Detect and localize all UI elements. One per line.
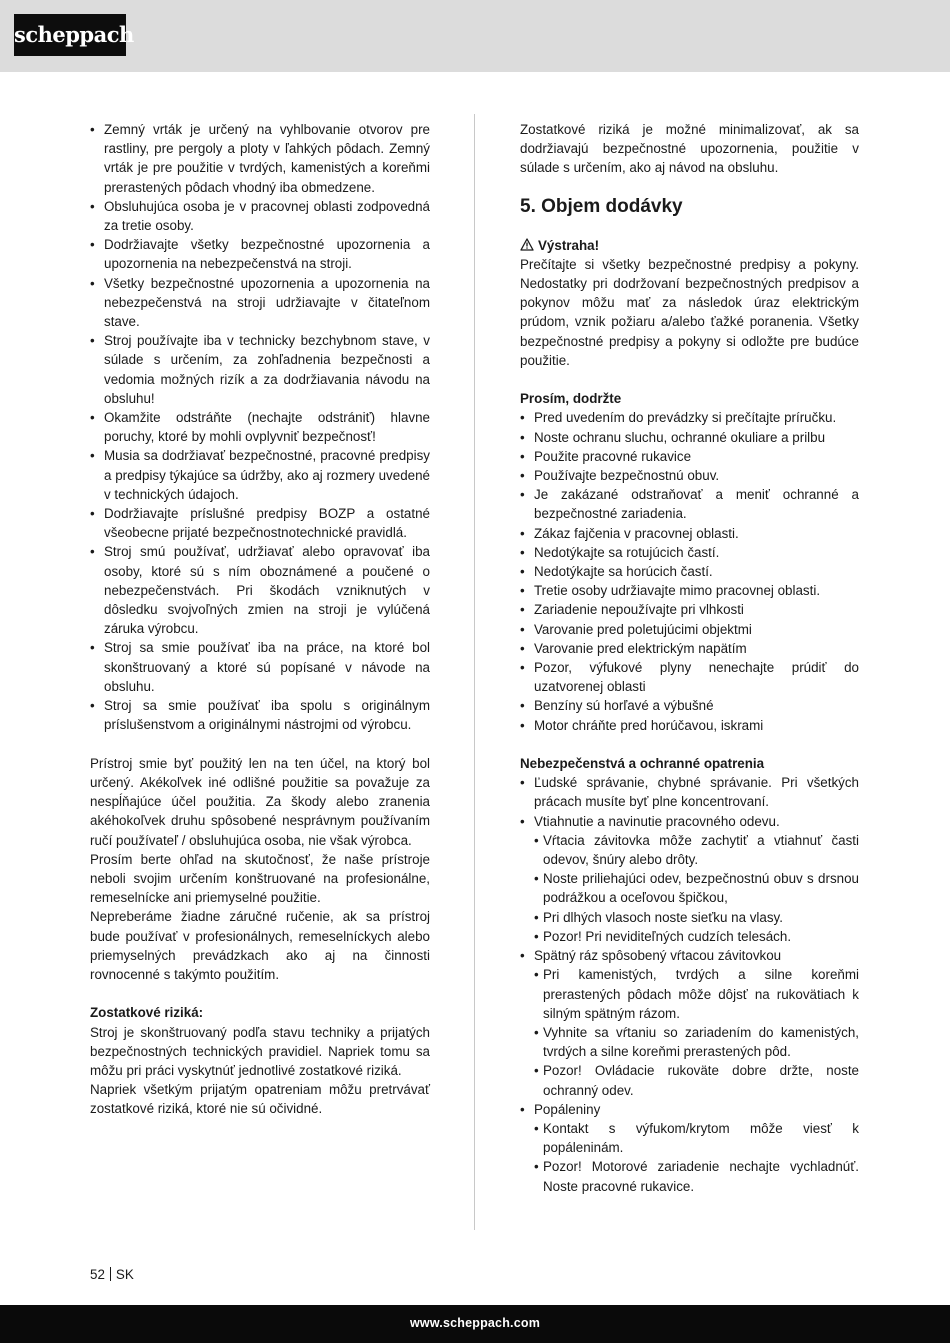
warning-heading <box>520 236 859 255</box>
list-item: • Stroj smú používať, udržiavať alebo opravovať iba osoby, ktoré sú s ním oboznámené a poučené o nebezpečenstvách. Pri škodách vzniknutých v dôsledku svojvoľných zmien na stroji je vylúčená záruka výrobcu. <box>90 542 430 638</box>
list-item: • Použite pracovné rukavice <box>520 447 859 466</box>
hazard-subitem: • Vŕtacia závitovka môže zachytiť a vtiahnuť časti odevov, šnúry alebo drôty. <box>520 831 859 869</box>
list-item: • Varovanie pred poletujúcimi objektmi <box>520 620 859 639</box>
page-separator <box>110 1267 111 1281</box>
hazard-subitem: • Pri kamenistých, tvrdých a silne koreňmi prerastených pôdach môže dôjsť na rukovätiach k silným spätným rázom. <box>520 965 859 1023</box>
hazard-subitem: • Pri dlhých vlasoch noste sieťku na vlasy. <box>520 908 859 927</box>
intended-use-paragraph: Prístroj smie byť použitý len na ten účel, na ktorý bol určený. Akékoľvek iné odlišné použitie sa považuje za nespĺňajúce účel použitia. Za škody alebo zranenia akéhokoľvek druhu spôsobené nesprávnym používaním ručí používateľ / obsluhujúca osoba, nie však výrobca. <box>90 755 430 848</box>
list-item: • Dodržiavajte príslušné predpisy BOZP a ostatné všeobecne prijaté bezpečnostnotechnické pravidlá. <box>90 504 430 542</box>
hazard-text: Spätný ráz spôsobený vŕtacou závitovkou <box>534 948 782 964</box>
hazards-heading: Nebezpečenstvá a ochranné opatrenia <box>520 756 765 772</box>
warning-label: Výstraha! <box>538 237 600 253</box>
hazard-text: Ľudské správanie, chybné správanie. Pri všetkých prácach musíte byť plne koncentrovaní. <box>534 775 859 810</box>
hazard-sublist <box>520 1119 859 1196</box>
residual-risks-intro: Zostatkové riziká je možné minimalizovať, ak sa dodržiavajú bezpečnostné upozornenia, použitie v súlade s určením, ako aj návod na obsluhu. <box>520 122 859 176</box>
residual-risks-heading: Zostatkové riziká: <box>90 1005 204 1021</box>
hazard-text: Vtiahnutie a navinutie pracovného odevu. <box>534 813 780 829</box>
list-item: • Stroj sa smie používať iba spolu s originálnym príslušenstvom a originálnymi nástrojmi od výrobcu. <box>90 696 430 734</box>
hazard-text: Popáleniny <box>534 1101 601 1117</box>
hazard-subitem: • Pozor! Pri neviditeľných cudzích telesách. <box>520 927 859 946</box>
residual-risks-paragraph-2: Napriek všetkým prijatým opatreniam môžu pretrvávať zostatkové riziká, ktoré nie sú očividné. <box>90 1082 430 1117</box>
list-item: • Obsluhujúca osoba je v pracovnej oblasti zodpovedná za tretie osoby. <box>90 197 430 235</box>
hazard-subitem: • Pozor! Ovládacie rukoväte dobre držte, noste ochranný odev. <box>520 1061 859 1099</box>
list-item: • Všetky bezpečnostné upozornenia a upozornenia na nebezpečenstvá na stroji udržiavajte v čitateľnom stave. <box>90 274 430 332</box>
list-item: • Dodržiavajte všetky bezpečnostné upozornenia a upozornenia na nebezpečenstvá na stroji. <box>90 235 430 273</box>
hazard-subitem: • Noste priliehajúci odev, bezpečnostnú obuv s drsnou podrážkou a oceľovou špičkou, <box>520 869 859 907</box>
list-item: • Okamžite odstráňte (nechajte odstrániť) hlavne poruchy, ktoré by mohli ovplyvniť bezpečnosť! <box>90 408 430 446</box>
list-item: • Benzíny sú horľavé a výbušné <box>520 696 859 715</box>
list-item: • Nedotýkajte sa horúcich častí. <box>520 562 859 581</box>
safety-bullet-list <box>90 120 430 735</box>
list-item: • Varovanie pred elektrickým napätím <box>520 639 859 658</box>
observe-list <box>520 408 859 734</box>
page-number-label <box>90 1265 134 1284</box>
list-item: • Pred uvedením do prevádzky si prečítajte príručku. <box>520 408 859 427</box>
column-divider <box>474 114 475 1230</box>
hazard-subitem: • Pozor! Motorové zariadenie nechajte vychladnúť. Noste pracovné rukavice. <box>520 1157 859 1195</box>
list-item: • Nedotýkajte sa rotujúcich častí. <box>520 543 859 562</box>
website-link[interactable]: www.scheppach.com <box>409 1316 541 1330</box>
language-code: SK <box>115 1267 134 1282</box>
hazard-item <box>520 773 859 811</box>
page-number: 52 <box>90 1267 105 1282</box>
warning-text: Prečítajte si všetky bezpečnostné predpisy a pokyny. Nedostatky pri dodržovaní bezpečnostných predpisov a pokynov môžu mať za následok úraz elektrickým prúdom, vznik požiaru a/alebo ťažké poranenia. Všetky bezpečnostné predpisy a pokyny si odložte pre budúce použitie. <box>520 256 859 368</box>
hazard-item <box>520 812 859 831</box>
list-item: • Tretie osoby udržiavajte mimo pracovnej oblasti. <box>520 581 859 600</box>
list-item: • Noste ochranu sluchu, ochranné okuliare a prilbu <box>520 428 859 447</box>
warranty-paragraph: Nepreberáme žiadne záručné ručenie, ak sa prístroj bude používať v profesionálnych, remeselníckych alebo priemyselných prevádzkach ako aj na činnosti rovnocenné s takýmto použitím. <box>90 909 430 982</box>
list-item: • Stroj sa smie používať iba na práce, na ktoré bol skonštruovaný a ktoré sú popísané v návode na obsluhu. <box>90 638 430 696</box>
hazard-subitem: • Kontakt s výfukom/krytom môže viesť k popáleninám. <box>520 1119 859 1157</box>
page-footer <box>0 1305 950 1343</box>
page-header <box>0 0 950 72</box>
warning-triangle-icon <box>520 238 534 251</box>
hazard-subitem: • Vyhnite sa vŕtaniu so zariadením do kamenistých, tvrdých a silne koreňmi prerastených pôd. <box>520 1023 859 1061</box>
list-item: • Stroj používajte iba v technicky bezchybnom stave, v súlade s určením, za zohľadnenia bezpečnosti a vedomia možných rizík a za dodržiavania návodu na obsluhu! <box>90 331 430 408</box>
section-title: 5. Objem dodávky <box>520 195 683 217</box>
observe-heading: Prosím, dodržte <box>520 391 622 407</box>
residual-risks-paragraph-1: Stroj je skonštruovaný podľa stavu techniky a prijatých bezpečnostných technických pravidiel. Napriek tomu sa môžu pri práci vyskytnúť jednotlivé zostatkové riziká. <box>90 1024 430 1078</box>
professional-use-paragraph: Prosím berte ohľad na skutočnosť, že naše prístroje neboli svojim určením konštruované na profesionálne, remeselnícke ani priemyselné použitie. <box>90 851 430 906</box>
list-item: • Je zakázané odstraňovať a meniť ochranné a bezpečnostné zariadenia. <box>520 485 859 523</box>
hazard-item <box>520 946 859 965</box>
brand-logo: scheppach <box>14 14 126 56</box>
list-item: • Zemný vrták je určený na vyhlbovanie otvorov pre rastliny, pre pergoly a ploty v ľahkých pôdach. Zemný vrták je pre použitie v tvrdých, kamenistých a koreňmi prerastených pôdach vhodný iba obmedzene. <box>90 120 430 197</box>
hazard-item <box>520 1100 859 1119</box>
hazard-sublist <box>520 965 859 1099</box>
list-item: • Musia sa dodržiavať bezpečnostné, pracovné predpisy a predpisy týkajúce sa údržby, ako aj rozmery uvedené v technických údajoch. <box>90 446 430 504</box>
hazards-list <box>520 773 859 1195</box>
list-item: • Motor chráňte pred horúčavou, iskrami <box>520 716 859 735</box>
left-column <box>90 120 430 1119</box>
list-item: • Pozor, výfukové plyny nenechajte prúdiť do uzatvorenej oblasti <box>520 658 859 696</box>
list-item: • Zariadenie nepoužívajte pri vlhkosti <box>520 600 859 619</box>
list-item: • Používajte bezpečnostnú obuv. <box>520 466 859 485</box>
right-column <box>520 120 859 1196</box>
list-item: • Zákaz fajčenia v pracovnej oblasti. <box>520 524 859 543</box>
hazard-sublist <box>520 831 859 946</box>
